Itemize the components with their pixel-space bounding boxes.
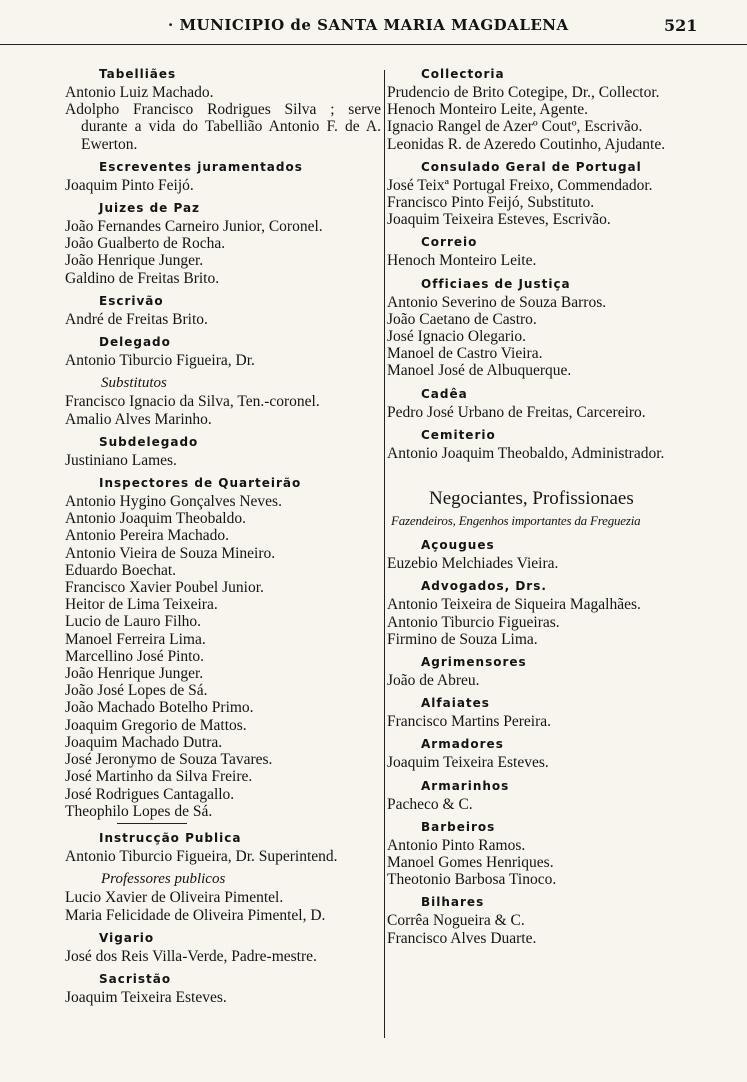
column-divider	[384, 70, 385, 1038]
entry-line: Francisco Xavier Poubel Junior.	[65, 579, 264, 597]
entry-line: Henoch Monteiro Leite, Agente.	[387, 101, 589, 119]
entry-line: Francisco Pinto Feijó, Substituto.	[387, 194, 595, 212]
right-column-trades	[387, 537, 709, 947]
section-heading: Vigario	[99, 930, 155, 945]
section-subheading: Professores publicos	[101, 871, 226, 888]
right-column-offices	[387, 66, 709, 462]
directory-section	[65, 200, 381, 287]
entry-line: Galdino de Freitas Brito.	[65, 269, 220, 287]
entry-line: Lucio de Lauro Filho.	[65, 613, 202, 631]
entry-line: Joaquim Teixeira Esteves, Escrivão.	[387, 211, 611, 229]
entry-line: Manoel Gomes Henriques.	[387, 854, 554, 872]
entry-line: Manoel de Castro Vieira.	[387, 345, 543, 363]
section-heading: Armarinhos	[421, 778, 510, 793]
entry-line: José Teixª Portugal Freixo, Commendador.	[387, 176, 653, 194]
directory-section	[387, 159, 709, 229]
entry-line: Joaquim Pinto Feijó.	[65, 176, 194, 194]
section-heading: Collectoria	[421, 67, 505, 81]
entry-line: Antonio Severino de Souza Barros.	[387, 293, 607, 311]
entry-line: Maria Felicidade de Oliveira Pimentel, D.	[65, 906, 326, 924]
entry-line: Amalio Alves Marinho.	[65, 410, 212, 428]
entry-line: José Rodrigues Cantagallo.	[65, 785, 235, 803]
entry-line: Francisco Martins Pereira.	[387, 713, 551, 731]
page-header	[0, 0, 747, 45]
section-heading: Escreventes juramentados	[99, 159, 303, 174]
directory-section	[387, 894, 709, 946]
section-heading: Juizes de Paz	[99, 201, 201, 216]
entry-line: João Gualberto de Rocha.	[65, 235, 226, 253]
section-heading: Barbeiros	[421, 819, 496, 834]
section-heading: Armadores	[421, 737, 504, 752]
section-heading: Subdelegado	[99, 434, 199, 449]
entry-line: João de Abreu.	[387, 672, 480, 690]
entry-line: Euzebio Melchiades Vieira.	[387, 555, 559, 573]
section-heading: Bilhares	[421, 895, 485, 910]
directory-section	[387, 695, 709, 730]
entry-line: João Machado Botelho Primo.	[65, 699, 254, 717]
entry-line: Manoel Ferreira Lima.	[65, 630, 206, 648]
right-column	[387, 62, 709, 953]
entry-line: Antonio Tiburcio Figueira, Dr. Superintend.	[65, 847, 338, 865]
directory-section	[65, 375, 381, 428]
section-heading: Sacristão	[99, 971, 172, 986]
entry-line: Joaquim Teixeira Esteves.	[387, 754, 549, 772]
section-heading: Escrivão	[99, 293, 164, 308]
entry-line: Antonio Tiburcio Figueiras.	[387, 613, 560, 631]
directory-section	[387, 578, 709, 648]
section-heading: Tabelliães	[99, 67, 177, 81]
entry-line: João José Lopes de Sá.	[65, 682, 208, 700]
entry-line: Joaquim Machado Dutra.	[65, 733, 223, 751]
entry-line: Joaquim Gregorio de Mattos.	[65, 716, 247, 734]
section-heading: Correio	[421, 235, 478, 250]
entry-line: Antonio Teixeira de Siqueira Magalhães.	[387, 596, 641, 614]
directory-section	[387, 736, 709, 771]
directory-section	[387, 234, 709, 269]
section-heading: Advogados, Drs.	[421, 579, 547, 594]
section-heading: Cadêa	[421, 386, 468, 401]
entry-line: Antonio Pereira Machado.	[65, 527, 229, 545]
negociantes-title: Negociantes, Profissionaes	[429, 488, 634, 510]
directory-section	[65, 334, 381, 369]
directory-section	[65, 66, 381, 153]
section-heading: Delegado	[99, 335, 171, 350]
directory-section	[65, 830, 381, 865]
directory-section	[65, 871, 381, 924]
entry-line: Justiniano Lames.	[65, 451, 177, 469]
entry-line: Antonio Tiburcio Figueira, Dr.	[65, 352, 255, 370]
entry-line: José Martinho da Silva Freire.	[65, 768, 253, 786]
directory-section	[387, 654, 709, 689]
entry-line: Firmino de Souza Lima.	[387, 630, 538, 648]
entry-line: Prudencio de Brito Cotegipe, Dr., Collector.	[387, 84, 660, 101]
entry-line: José dos Reis Villa-Verde, Padre-mestre.	[65, 947, 317, 965]
entry-line: Pedro José Urbano de Freitas, Carcereiro.	[387, 403, 646, 421]
directory-section	[387, 66, 709, 153]
section-heading: Officiaes de Justiça	[421, 276, 571, 291]
page-title: · MUNICIPIO de SANTA MARIA MAGDALENA	[168, 16, 569, 34]
entry-line: Marcellino José Pinto.	[65, 647, 205, 665]
directory-section	[65, 930, 381, 965]
entry-line: João Henrique Junger.	[65, 252, 204, 270]
directory-section	[65, 293, 381, 328]
negociantes-subtitle: Fazendeiros, Engenhos importantes da Freguezia	[391, 513, 641, 529]
directory-section	[387, 778, 709, 813]
entry-line: Lucio Xavier de Oliveira Pimentel.	[65, 889, 284, 907]
section-heading: Instrucção Publica	[99, 830, 242, 845]
directory-section	[65, 475, 381, 824]
section-heading: Açougues	[421, 538, 495, 553]
entry-line: Leonidas R. de Azeredo Coutinho, Ajudante.	[387, 135, 666, 153]
entry-line: Theophilo Lopes de Sá.	[65, 802, 213, 820]
entry-line: Antonio Luiz Machado.	[65, 84, 214, 101]
entry-line: Antonio Pinto Ramos.	[387, 836, 526, 854]
section-heading: Consulado Geral de Portugal	[421, 159, 642, 174]
entry-line: André de Freitas Brito.	[65, 310, 208, 328]
entry-line: João Fernandes Carneiro Junior, Coronel.	[65, 218, 323, 236]
entry-line: Manoel José de Albuquerque.	[387, 362, 572, 380]
entry-line: João Caetano de Castro.	[387, 310, 537, 328]
entry-line: Heitor de Lima Teixeira.	[65, 596, 218, 614]
entry-line: José Jeronymo de Souza Tavares.	[65, 751, 273, 769]
left-column	[65, 62, 381, 1012]
entry-line: Eduardo Boechat.	[65, 561, 177, 579]
entry-line: Pacheco & C.	[387, 795, 473, 813]
entry-line: Adolpho Francisco Rodrigues Silva ; serve durante a vida do Tabellião Antonio F. de A. Ewerton.	[65, 101, 381, 153]
page-number: 521	[664, 16, 698, 35]
directory-section	[387, 276, 709, 380]
entry-line: Corrêa Nogueira & C.	[387, 912, 525, 930]
entry-line: Antonio Vieira de Souza Mineiro.	[65, 544, 276, 562]
entry-line: José Ignacio Olegario.	[387, 328, 527, 346]
section-subheading: Substitutos	[101, 375, 167, 392]
section-heading: Inspectores de Quarteirão	[99, 476, 302, 491]
section-rule	[117, 823, 187, 824]
entry-line: Antonio Joaquim Theobaldo.	[65, 510, 246, 528]
entry-line: Antonio Hygino Gonçalves Neves.	[65, 493, 282, 511]
entry-line: Joaquim Teixeira Esteves.	[65, 988, 227, 1006]
directory-section	[387, 386, 709, 421]
directory-section	[387, 537, 709, 572]
directory-section	[65, 971, 381, 1006]
directory-section	[65, 434, 381, 469]
section-heading: Cemiterio	[421, 427, 496, 442]
entry-line: Francisco Ignacio da Silva, Ten.-coronel.	[65, 393, 320, 411]
entry-line: Francisco Alves Duarte.	[387, 929, 537, 947]
entry-line: Theotonio Barbosa Tinoco.	[387, 871, 557, 889]
section-heading: Agrimensores	[421, 655, 527, 670]
entry-line: Antonio Joaquim Theobaldo, Administrador.	[387, 444, 665, 462]
directory-section	[387, 819, 709, 889]
entry-line: João Henrique Junger.	[65, 665, 204, 683]
entry-line: Henoch Monteiro Leite.	[387, 252, 537, 270]
directory-section	[387, 427, 709, 462]
section-heading: Alfaiates	[421, 696, 490, 711]
directory-section	[65, 159, 381, 194]
entry-line: Ignacio Rangel de Azerº Coutº, Escrivão.	[387, 118, 643, 136]
